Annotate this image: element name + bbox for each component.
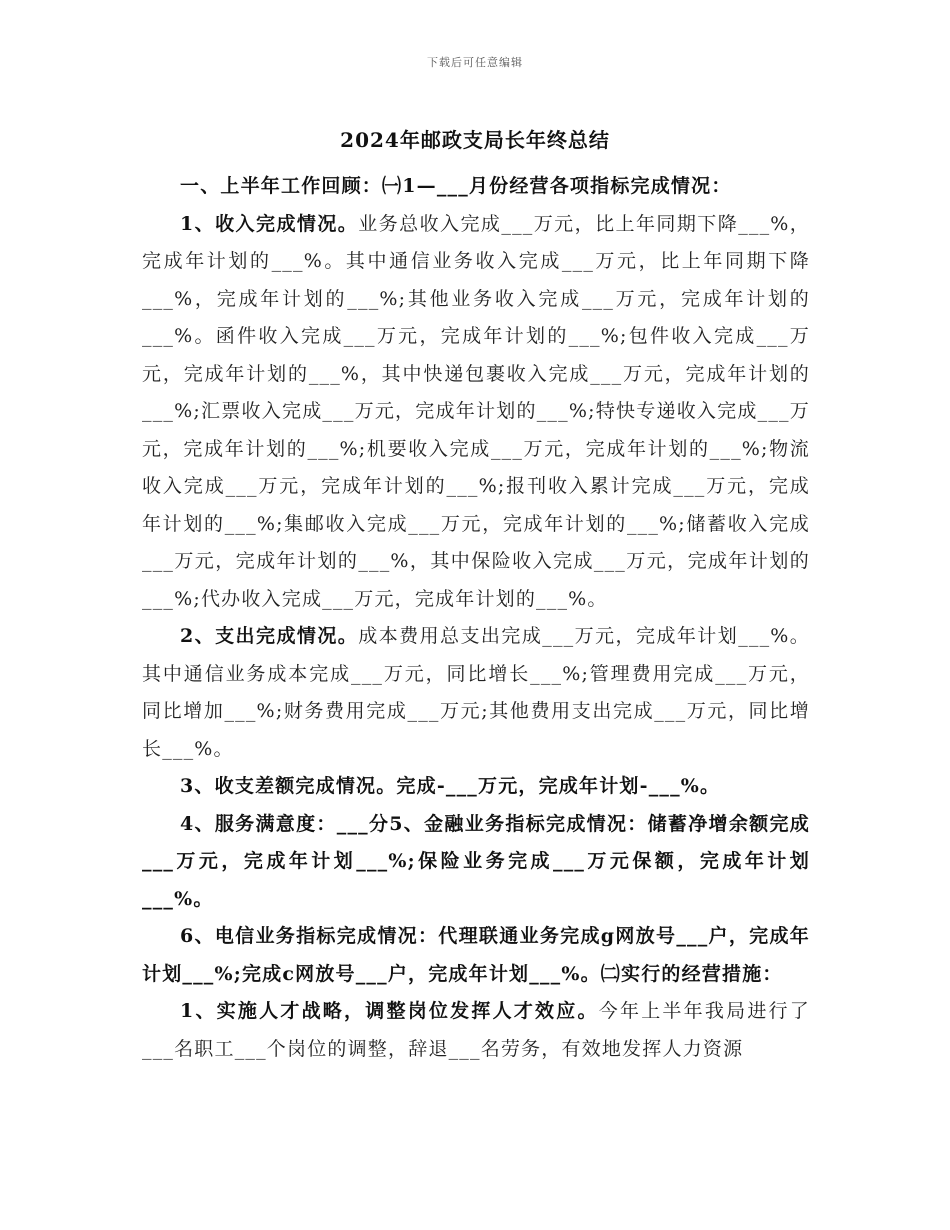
paragraph-telecom: 6、电信业务指标完成情况：代理联通业务完成g网放号___户，完成年计划___%;完成c网放号___户，完成年计划___%。㈡实行的经营措施： [142, 925, 810, 985]
document-title: 2024年邮政支局长年终总结 [340, 128, 610, 152]
paragraph-talent-heading: 1、实施人才战略，调整岗位发挥人才效应。 [180, 1000, 599, 1022]
paragraph-talent [142, 993, 810, 1068]
paragraph-expense-text: 成本费用总支出完成___万元，完成年计划___%。其中通信业务成本完成___万元，同比增长___%;管理费用完成___万元，同比增加___%;财务费用完成___万元;其他费用支出完成___万元，同比增长___%。 [142, 625, 810, 760]
paragraph-income-text: 业务总收入完成___万元，比上年同期下降___%，完成年计划的___%。其中通信业务收入完成___万元，比上年同期下降___%，完成年计划的___%;其他业务收入完成___万元，完成年计划的___%。函件收入完成___万元，完成年计划的___%;包件收入完成___万元，完成年计划的___%，其中快递包裹收入完成___万元，完成年计划的___%;汇票收入完成___万元，完成年计划的___%;特快专递收入完成___万元，完成年计划的___%;机要收入完成___万元，完成年计划的___%;物流收入完成___万元，完成年计划的___%;报刊收入累计完成___万元，完成年计划的___%;集邮收入完成___万元，完成年计划的___%;储蓄收入完成___万元，完成年计划的___%，其中保险收入完成___万元，完成年计划的___%;代办收入完成___万元，完成年计划的___%。 [142, 212, 810, 610]
paragraph-satisfaction-finance: 4、服务满意度：___分5、金融业务指标完成情况：储蓄净增余额完成___万元，完成年计划___%;保险业务完成___万元保额，完成年计划___%。 [142, 812, 810, 910]
paragraph-balance: 3、收支差额完成情况。完成-___万元，完成年计划-___%。 [180, 775, 721, 797]
section-heading-review: 一、上半年工作回顾：㈠1—___月份经营各项指标完成情况： [180, 175, 732, 197]
paragraph-talent-text: 今年上半年我局进行了___名职工___个岗位的调整，辞退___名劳务，有效地发挥人力资源 [142, 1000, 810, 1060]
document-body [142, 168, 810, 1068]
paragraph-income-heading: 1、收入完成情况。 [180, 212, 359, 235]
page-header-note: 下载后可任意编辑 [427, 56, 523, 69]
paragraph-expense-heading: 2、支出完成情况。 [180, 625, 359, 647]
paragraph-expense [142, 618, 810, 768]
paragraph-income [142, 206, 810, 619]
